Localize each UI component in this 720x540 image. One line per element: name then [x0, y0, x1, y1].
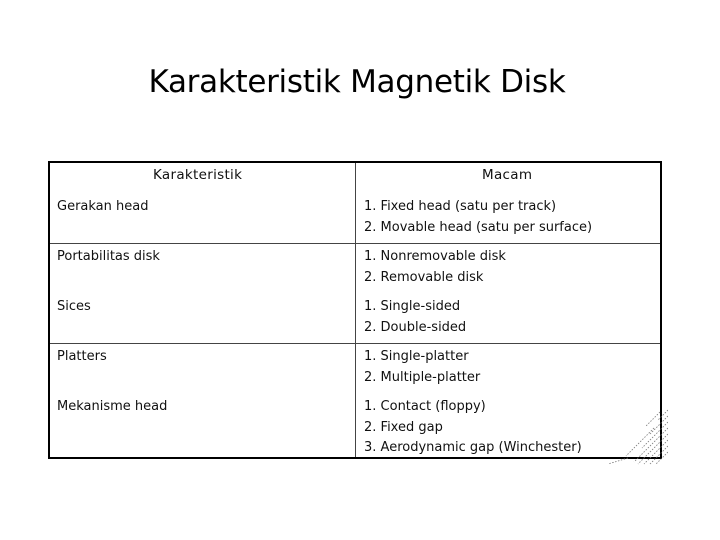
row-label-sices: Sices [57, 299, 91, 314]
row-items-portabilitas-disk [364, 247, 506, 288]
list-item: 2. Double-sided [364, 319, 467, 335]
list-item: 1. Nonremovable disk [364, 249, 506, 264]
list-item: 3. Aerodynamic gap (Winchester) [364, 440, 582, 455]
row-label-platters: Platters [57, 349, 107, 364]
list-item: 1. Fixed head (satu per track) [364, 199, 557, 214]
list-item: 2. Fixed gap [364, 419, 443, 435]
row-divider [50, 243, 660, 244]
list-item: 2. Removable disk [364, 269, 484, 285]
column-divider [355, 163, 356, 457]
list-item: 2. Movable head (satu per surface) [364, 219, 593, 235]
row-items-sices [364, 297, 466, 338]
row-items-gerakan-head [364, 197, 592, 238]
header-karakteristik: Karakteristik [153, 167, 243, 183]
list-item: 1. Single-sided [364, 299, 461, 314]
row-label-mekanisme-head: Mekanisme head [57, 399, 168, 414]
row-items-platters [364, 347, 480, 388]
row-label-portabilitas-disk: Portabilitas disk [57, 249, 160, 264]
list-item: 1. Single-platter [364, 349, 469, 364]
slide-title: Karakteristik Magnetik Disk [148, 64, 566, 100]
list-item: 2. Multiple-platter [364, 369, 481, 385]
row-divider [50, 343, 660, 344]
characteristics-table [48, 161, 662, 459]
row-items-mekanisme-head [364, 397, 582, 459]
row-label-gerakan-head: Gerakan head [57, 199, 149, 214]
header-macam: Macam [482, 167, 533, 183]
list-item: 1. Contact (floppy) [364, 399, 486, 414]
